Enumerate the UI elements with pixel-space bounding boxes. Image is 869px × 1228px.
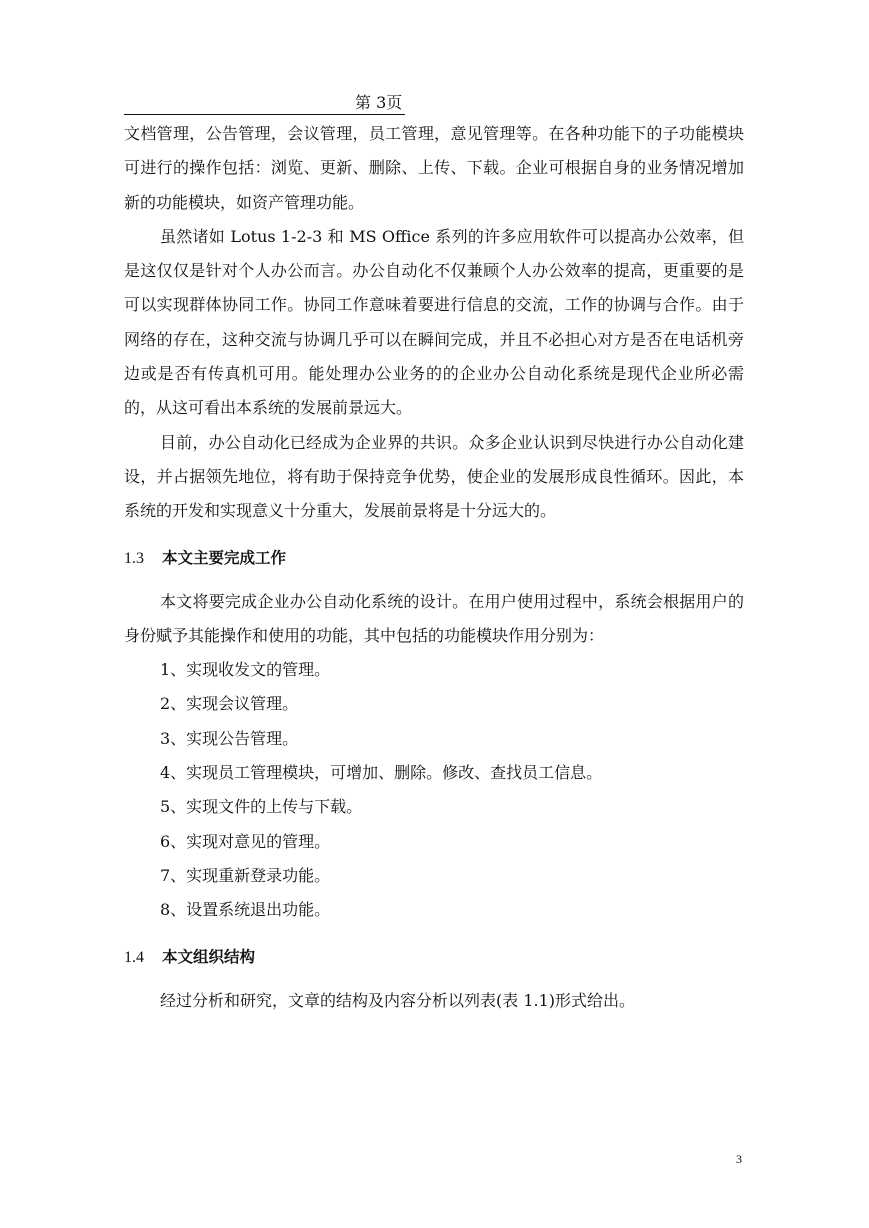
paragraph: 经过分析和研究，文章的结构及内容分析以列表(表 1.1)形式给出。 <box>160 990 636 1010</box>
function-list <box>124 653 744 927</box>
section-heading-1-3 <box>124 541 744 576</box>
document-body <box>124 117 744 1018</box>
list-item: 6、实现对意见的管理。 <box>160 831 331 851</box>
paragraph: 本文将要完成企业办公自动化系统的设计。在用户使用过程中，系统会根据用户的身份赋予其能操作和使用的功能，其中包括的功能模块作用分别为： <box>124 591 744 645</box>
section-number: 1.3 <box>124 549 144 567</box>
list-item: 4、实现员工管理模块，可增加、删除。修改、查找员工信息。 <box>160 763 603 783</box>
section-title: 本文组织结构 <box>162 947 256 966</box>
paragraph: 文档管理，公告管理，会议管理，员工管理，意见管理等。在各种功能下的子功能模块可进行的操作包括：浏览、更新、删除、上传、下载。企业可根据自身的业务情况增加新的功能模块，如资产管理功能。 <box>124 124 744 212</box>
list-item: 2、实现会议管理。 <box>160 694 299 714</box>
page-header-label: 第 3页 <box>355 93 403 112</box>
list-item: 8、设置系统退出功能。 <box>160 900 331 920</box>
list-item: 5、实现文件的上传与下载。 <box>160 797 363 817</box>
section-heading-1-4 <box>124 940 744 975</box>
paragraph: 目前，办公自动化已经成为企业界的共识。众多企业认识到尽快进行办公自动化建设，并占据领先地位，将有助于保持竞争优势，使企业的发展形成良性循环。因此，本系统的开发和实现意义十分重大，发展前景将是十分远大的。 <box>124 432 744 521</box>
page-number: 3 <box>736 1152 742 1166</box>
section-title: 本文主要完成工作 <box>162 548 287 567</box>
paragraph: 虽然诸如 Lotus 1-2-3 和 MS Office 系列的许多应用软件可以提高办公效率，但是这仅仅是针对个人办公而言。办公自动化不仅兼顾个人办公效率的提高，更重要的是可以实现群体协同工作。协同工作意味着要进行信息的交流，工作的协调与合作。由于网络的存在，这种交流与协调几乎可以在瞬间完成，并且不必担心对方是否在电话机旁边或是否有传真机可用。能处理办公业务的的企业办公自动化系统是现代企业所必需的，从这可看出本系统的发展前景远大。 <box>124 226 744 418</box>
section-number: 1.4 <box>124 948 144 966</box>
list-item: 7、实现重新登录功能。 <box>160 865 331 885</box>
list-item: 1、实现收发文的管理。 <box>160 660 331 680</box>
list-item: 3、实现公告管理。 <box>160 728 299 748</box>
